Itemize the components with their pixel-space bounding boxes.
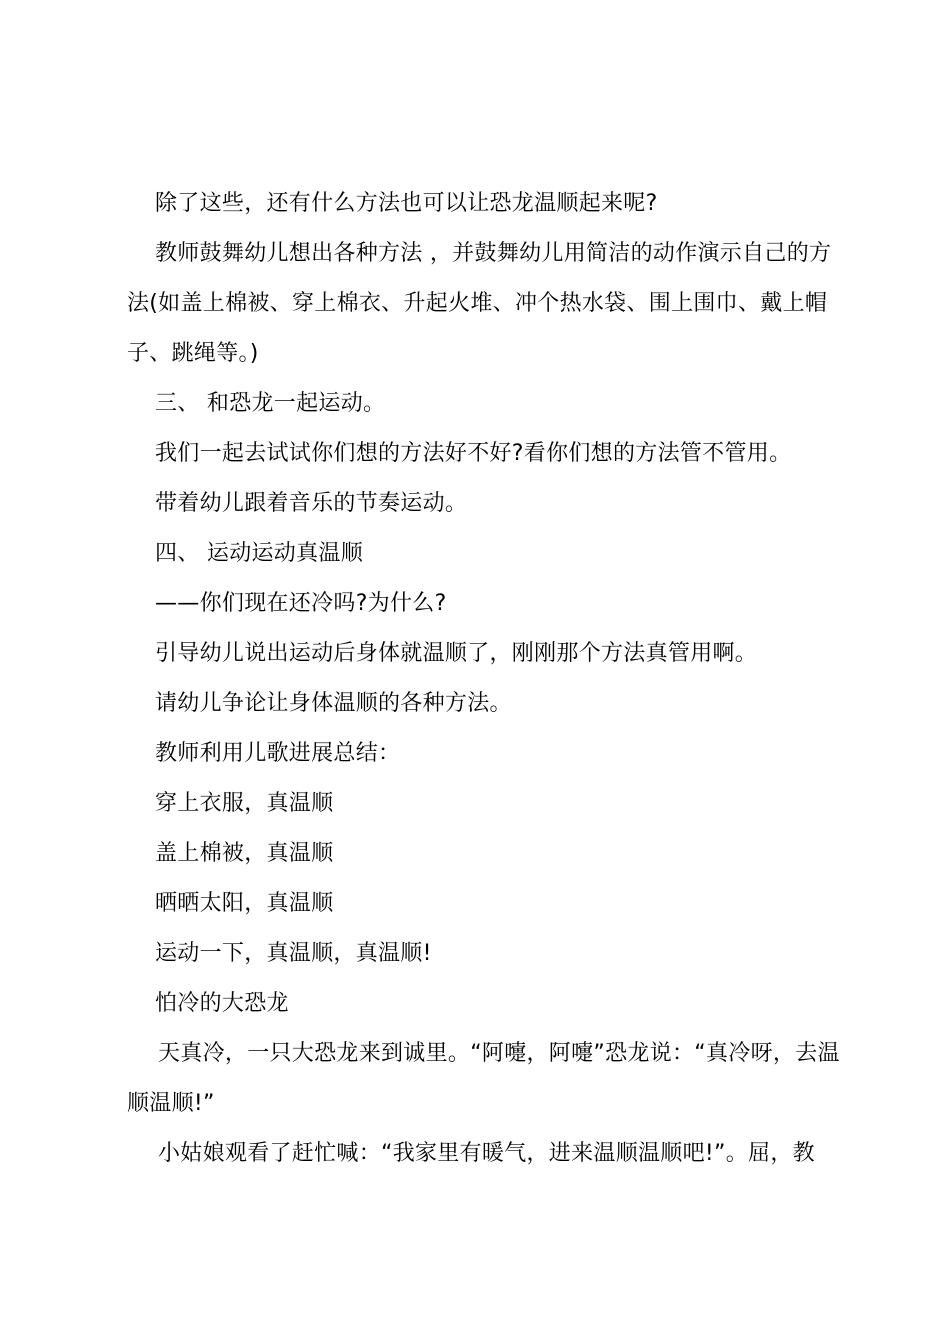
rhyme-line: 穿上衣服，真温顺 — [155, 791, 334, 816]
paragraph-line: 教师利用儿歌进展总结： — [155, 741, 401, 766]
paragraph-line: ——你们现在还冷吗?为什么? — [155, 591, 447, 616]
story-title: 怕冷的大恐龙 — [155, 991, 289, 1016]
paragraph-line: 法(如盖上棉被、穿上棉衣、升起火堆、冲个热水袋、围上围巾、戴上帽 — [127, 291, 828, 316]
paragraph-line: 引导幼儿说出运动后身体就温顺了，刚刚那个方法真管用啊。 — [155, 641, 758, 666]
rhyme-line: 运动一下，真温顺，真温顺! — [155, 941, 432, 966]
paragraph-line: 教师鼓舞幼儿想出各种方法 ，并鼓舞幼儿用简洁的动作演示自己的方 — [155, 241, 832, 266]
rhyme-line: 盖上棉被，真温顺 — [155, 841, 334, 866]
section-heading: 三、 和恐龙一起运动。 — [155, 391, 386, 416]
section-heading: 四、 运动运动真温顺 — [155, 541, 363, 566]
paragraph-line: 请幼儿争论让身体温顺的各种方法。 — [155, 691, 512, 716]
paragraph-line: 带着幼儿跟着音乐的节奏运动。 — [155, 491, 468, 516]
paragraph-line: 除了这些，还有什么方法也可以让恐龙温顺起来呢? — [155, 191, 658, 216]
rhyme-line: 晒晒太阳，真温顺 — [155, 891, 334, 916]
paragraph-line: 天真冷，一只大恐龙来到诚里。“阿嚏，阿嚏”恐龙说：“真冷呀，去温 — [158, 1041, 840, 1066]
paragraph-line: 子、跳绳等。) — [127, 341, 259, 366]
paragraph-line: 小姑娘观看了赶忙喊：“我家里有暖气，进来温顺温顺吧!”。屈，教 — [158, 1141, 815, 1166]
paragraph-line: 顺温顺!” — [127, 1091, 215, 1116]
paragraph-line: 我们一起去试试你们想的方法好不好?看你们想的方法管不管用。 — [155, 441, 792, 466]
